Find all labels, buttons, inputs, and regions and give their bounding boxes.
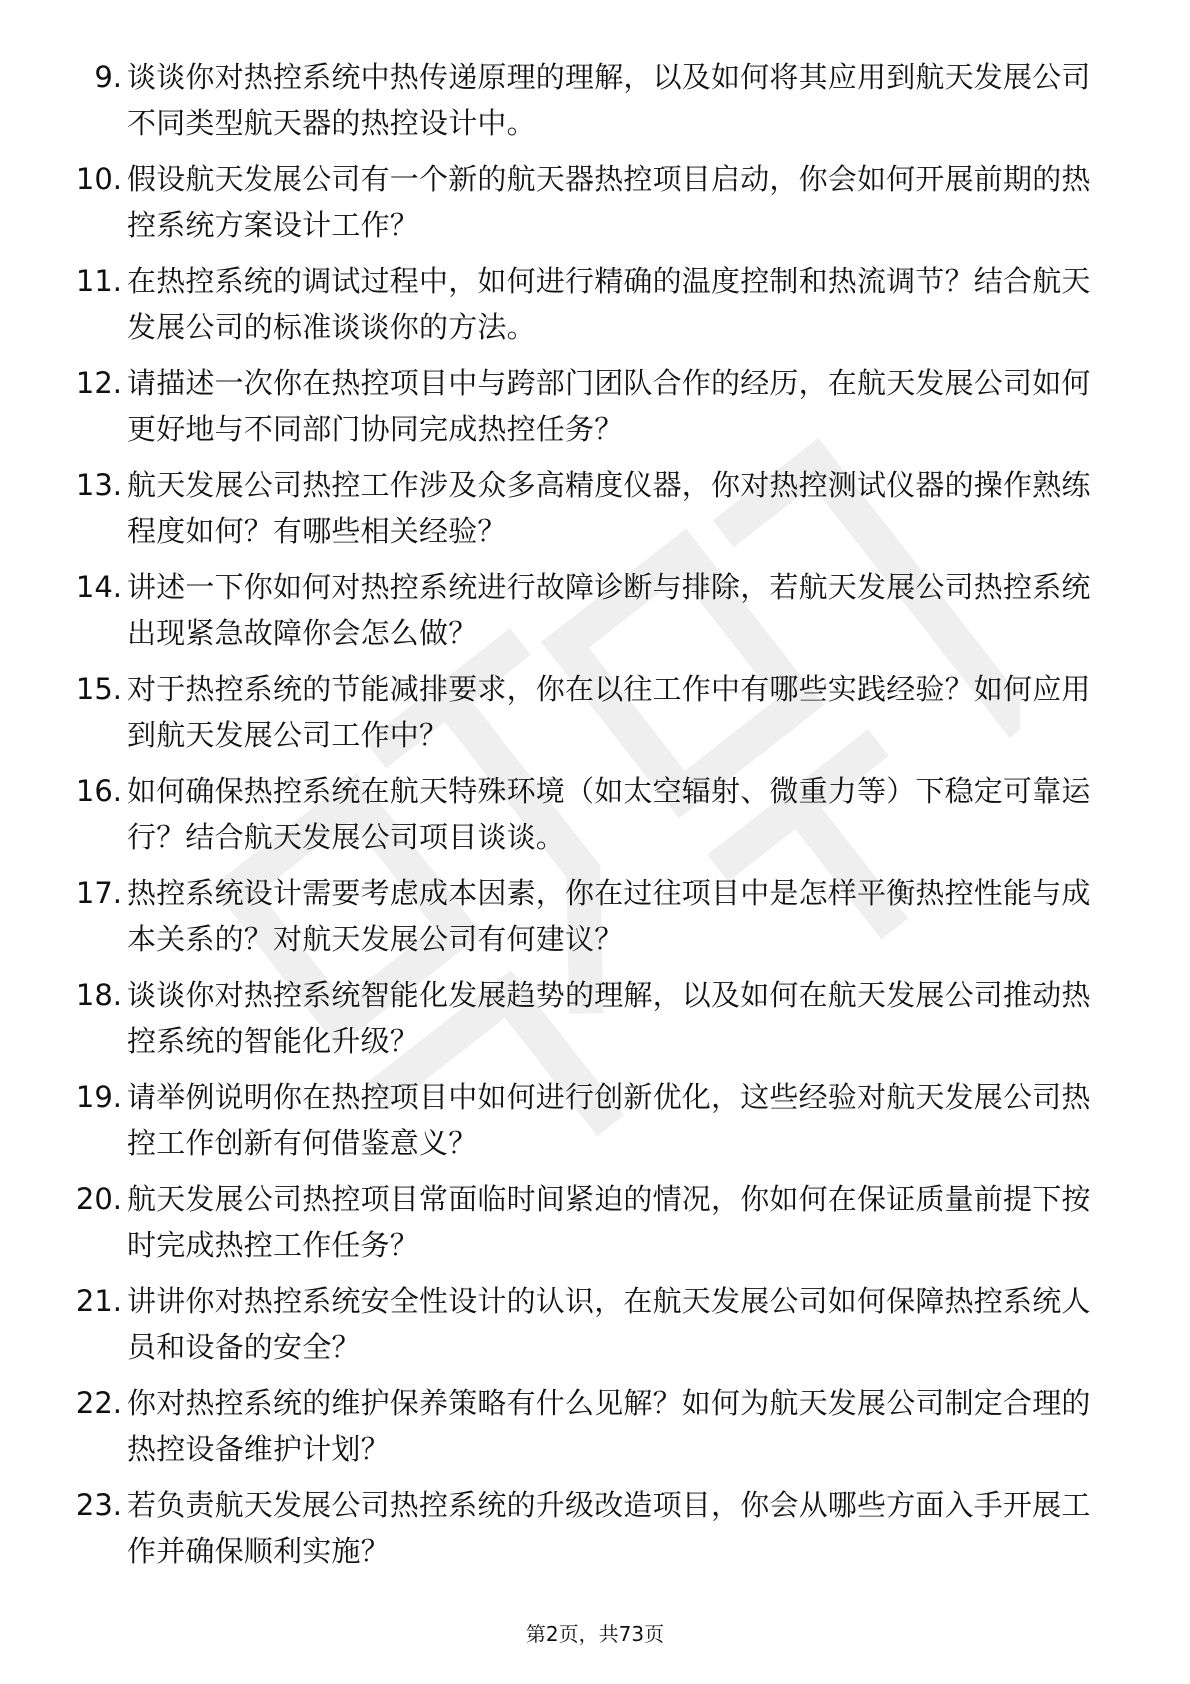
question-item-9: [0, 54, 1190, 156]
question-text: 航天发展公司热控工作涉及众多高精度仪器，你对热控测试仪器的操作熟练程度如何？有哪些相关经验？: [127, 468, 1091, 548]
question-text: 假设航天发展公司有一个新的航天器热控项目启动，你会如何开展前期的热控系统方案设计工作？: [127, 162, 1091, 242]
question-number: 12.: [75, 366, 122, 400]
question-number: 17.: [75, 876, 122, 910]
question-number: 16.: [75, 774, 122, 808]
question-number: 11.: [75, 264, 122, 298]
question-text: 讲讲你对热控系统安全性设计的认识，在航天发展公司如何保障热控系统人员和设备的安全？: [127, 1284, 1091, 1364]
question-item-13: [0, 462, 1190, 564]
question-text: 热控系统设计需要考虑成本因素，你在过往项目中是怎样平衡热控性能与成本关系的？对航天发展公司有何建议？: [127, 876, 1091, 956]
question-item-16: [0, 768, 1190, 870]
question-text: 讲述一下你如何对热控系统进行故障诊断与排除，若航天发展公司热控系统出现紧急故障你会怎么做？: [127, 570, 1091, 650]
question-item-21: [0, 1278, 1190, 1380]
question-item-12: [0, 360, 1190, 462]
question-text: 你对热控系统的维护保养策略有什么见解？如何为航天发展公司制定合理的热控设备维护计划？: [127, 1386, 1091, 1466]
question-number: 13.: [75, 468, 122, 502]
question-text: 航天发展公司热控项目常面临时间紧迫的情况，你如何在保证质量前提下按时完成热控工作任务？: [127, 1182, 1091, 1262]
question-text: 谈谈你对热控系统智能化发展趋势的理解，以及如何在航天发展公司推动热控系统的智能化升级？: [127, 978, 1091, 1058]
page-number-label: 第2页，共73页: [525, 1622, 665, 1646]
question-item-20: [0, 1176, 1190, 1278]
question-text: 若负责航天发展公司热控系统的升级改造项目，你会从哪些方面入手开展工作并确保顺利实施？: [127, 1488, 1091, 1568]
question-item-17: [0, 870, 1190, 972]
question-text: 如何确保热控系统在航天特殊环境（如太空辐射、微重力等）下稳定可靠运行？结合航天发展公司项目谈谈。: [127, 774, 1091, 854]
question-number: 9.: [94, 60, 122, 94]
question-number: 22.: [75, 1386, 122, 1420]
question-item-10: [0, 156, 1190, 258]
question-number: 14.: [75, 570, 122, 604]
question-number: 23.: [75, 1488, 122, 1522]
question-number: 20.: [75, 1182, 122, 1216]
question-list: [0, 54, 1190, 1584]
question-item-19: [0, 1074, 1190, 1176]
question-number: 19.: [75, 1080, 122, 1114]
question-text: 请描述一次你在热控项目中与跨部门团队合作的经历，在航天发展公司如何更好地与不同部门协同完成热控任务？: [127, 366, 1091, 446]
question-item-15: [0, 666, 1190, 768]
question-number: 21.: [75, 1284, 122, 1318]
question-item-14: [0, 564, 1190, 666]
page-footer: [0, 1620, 1190, 1648]
question-text: 在热控系统的调试过程中，如何进行精确的温度控制和热流调节？结合航天发展公司的标准谈谈你的方法。: [127, 264, 1091, 344]
question-item-18: [0, 972, 1190, 1074]
question-text: 请举例说明你在热控项目中如何进行创新优化，这些经验对航天发展公司热控工作创新有何借鉴意义？: [127, 1080, 1091, 1160]
question-item-22: [0, 1380, 1190, 1482]
question-item-11: [0, 258, 1190, 360]
question-text: 谈谈你对热控系统中热传递原理的理解，以及如何将其应用到航天发展公司不同类型航天器的热控设计中。: [127, 60, 1091, 140]
question-item-23: [0, 1482, 1190, 1584]
question-number: 18.: [75, 978, 122, 1012]
question-text: 对于热控系统的节能减排要求，你在以往工作中有哪些实践经验？如何应用到航天发展公司工作中？: [127, 672, 1091, 752]
question-number: 15.: [75, 672, 122, 706]
question-number: 10.: [75, 162, 122, 196]
